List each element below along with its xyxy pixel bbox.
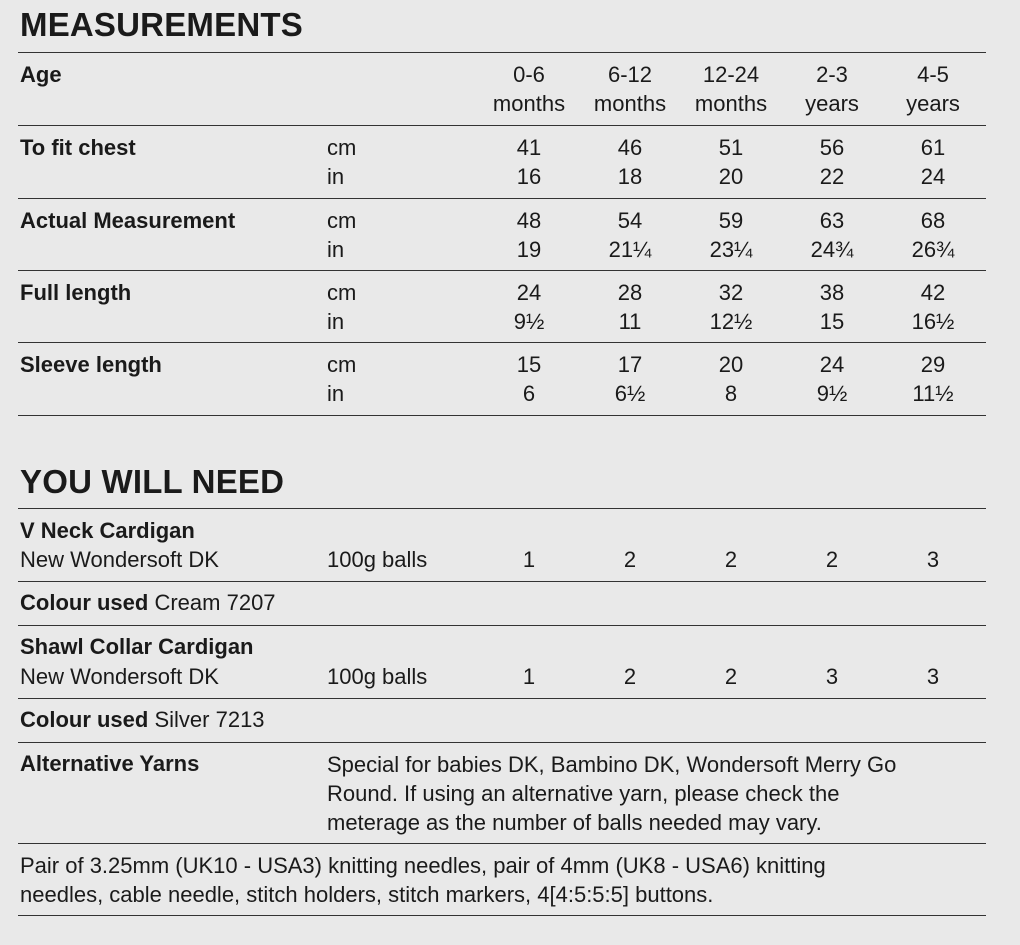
unit-in: in xyxy=(327,164,345,189)
value-cell: 26¾ xyxy=(911,237,955,262)
divider xyxy=(18,52,986,53)
balls-cell: 2 xyxy=(623,547,637,572)
balls-cell: 3 xyxy=(926,547,940,572)
age-3-line1: 2-3 xyxy=(816,62,848,87)
colour-used-value: Silver 7213 xyxy=(154,707,265,732)
age-2-line2: months xyxy=(694,91,768,116)
value-cell: 19 xyxy=(516,237,542,262)
value-cell: 12½ xyxy=(709,309,753,334)
garment-title-shawl-collar: Shawl Collar Cardigan xyxy=(20,634,254,659)
balls-cell: 2 xyxy=(724,664,738,689)
unit-cm: cm xyxy=(327,280,357,305)
value-cell: 21¼ xyxy=(608,237,652,262)
balls-cell: 3 xyxy=(825,664,839,689)
value-cell: 17 xyxy=(617,352,643,377)
divider xyxy=(18,270,986,271)
balls-cell: 3 xyxy=(926,664,940,689)
value-cell: 18 xyxy=(617,164,643,189)
balls-cell: 2 xyxy=(724,547,738,572)
unit-cm: cm xyxy=(327,135,357,160)
age-0-line1: 0-6 xyxy=(513,62,545,87)
alternative-yarns-line2: Round. If using an alternative yarn, please check the xyxy=(327,781,840,806)
value-cell: 46 xyxy=(617,135,643,160)
divider xyxy=(18,581,986,582)
value-cell: 48 xyxy=(516,208,542,233)
row-label-actual: Actual Measurement xyxy=(20,208,236,233)
value-cell: 29 xyxy=(920,352,946,377)
divider xyxy=(18,742,986,743)
value-cell: 22 xyxy=(819,164,845,189)
alternative-yarns-line3: meterage as the number of balls needed may vary. xyxy=(327,810,822,835)
divider xyxy=(18,342,986,343)
value-cell: 9½ xyxy=(816,381,848,406)
notions-line2: needles, cable needle, stitch holders, stitch markers, 4[4:5:5:5] buttons. xyxy=(20,882,714,907)
yarn-name: New Wondersoft DK xyxy=(20,664,219,689)
age-2-line1: 12-24 xyxy=(702,62,760,87)
value-cell: 20 xyxy=(718,352,744,377)
value-cell: 56 xyxy=(819,135,845,160)
divider xyxy=(18,843,986,844)
age-1-line1: 6-12 xyxy=(607,62,653,87)
value-cell: 8 xyxy=(724,381,738,406)
value-cell: 24¾ xyxy=(810,237,854,262)
value-cell: 16 xyxy=(516,164,542,189)
colour-used-v-neck xyxy=(20,588,276,618)
colour-used-label: Colour used xyxy=(20,590,149,615)
value-cell: 20 xyxy=(718,164,744,189)
value-cell: 28 xyxy=(617,280,643,305)
yarn-unit: 100g balls xyxy=(327,547,428,572)
unit-in: in xyxy=(327,309,345,334)
age-4-line2: years xyxy=(906,91,960,116)
value-cell: 41 xyxy=(516,135,542,160)
yarn-unit: 100g balls xyxy=(327,664,428,689)
age-3-line2: years xyxy=(805,91,859,116)
divider xyxy=(18,625,986,626)
divider xyxy=(18,198,986,199)
unit-in: in xyxy=(327,237,345,262)
colour-used-label: Colour used xyxy=(20,707,149,732)
alternative-yarns-label: Alternative Yarns xyxy=(20,751,200,776)
alternative-yarns-line1: Special for babies DK, Bambino DK, Wondersoft Merry Go xyxy=(327,752,897,777)
age-0-line2: months xyxy=(492,91,566,116)
value-cell: 24 xyxy=(819,352,845,377)
value-cell: 68 xyxy=(920,208,946,233)
value-cell: 32 xyxy=(718,280,744,305)
colour-used-value: Cream 7207 xyxy=(154,590,276,615)
age-4-line1: 4-5 xyxy=(917,62,949,87)
divider xyxy=(18,415,986,416)
divider xyxy=(18,508,986,509)
value-cell: 24 xyxy=(920,164,946,189)
value-cell: 11½ xyxy=(912,381,954,406)
age-1-line2: months xyxy=(593,91,667,116)
balls-cell: 1 xyxy=(522,664,536,689)
unit-in: in xyxy=(327,381,345,406)
colour-used-shawl-collar xyxy=(20,705,265,735)
garment-title-v-neck: V Neck Cardigan xyxy=(20,518,195,543)
unit-cm: cm xyxy=(327,208,357,233)
row-label-full-length: Full length xyxy=(20,280,132,305)
balls-cell: 2 xyxy=(623,664,637,689)
value-cell: 59 xyxy=(718,208,744,233)
unit-cm: cm xyxy=(327,352,357,377)
measurements-heading: MEASUREMENTS xyxy=(20,6,303,43)
value-cell: 9½ xyxy=(513,309,545,334)
notions-line1: Pair of 3.25mm (UK10 - USA3) knitting needles, pair of 4mm (UK8 - USA6) knitting xyxy=(20,853,826,878)
value-cell: 51 xyxy=(718,135,744,160)
divider xyxy=(18,698,986,699)
value-cell: 42 xyxy=(920,280,946,305)
value-cell: 23¼ xyxy=(709,237,753,262)
value-cell: 16½ xyxy=(911,309,955,334)
value-cell: 11 xyxy=(618,309,642,334)
row-label-chest: To fit chest xyxy=(20,135,136,160)
value-cell: 6 xyxy=(522,381,536,406)
value-cell: 63 xyxy=(819,208,845,233)
value-cell: 38 xyxy=(819,280,845,305)
you-will-need-heading: YOU WILL NEED xyxy=(20,463,285,500)
yarn-name: New Wondersoft DK xyxy=(20,547,219,572)
value-cell: 15 xyxy=(516,352,542,377)
value-cell: 15 xyxy=(819,309,845,334)
value-cell: 24 xyxy=(516,280,542,305)
row-label-sleeve-length: Sleeve length xyxy=(20,352,162,377)
value-cell: 6½ xyxy=(614,381,646,406)
age-label: Age xyxy=(20,62,62,87)
value-cell: 54 xyxy=(617,208,643,233)
balls-cell: 2 xyxy=(825,547,839,572)
balls-cell: 1 xyxy=(522,547,536,572)
value-cell: 61 xyxy=(920,135,946,160)
divider xyxy=(18,125,986,126)
divider xyxy=(18,915,986,916)
